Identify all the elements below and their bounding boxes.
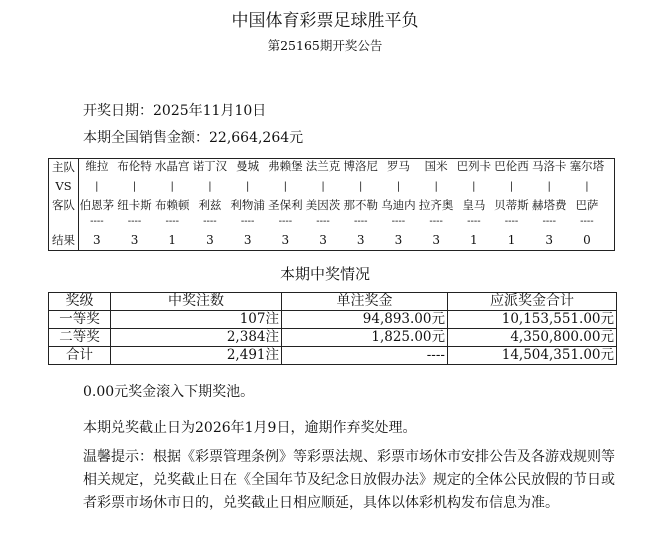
match-header-column bbox=[49, 159, 79, 250]
vs-divider: | bbox=[509, 181, 514, 192]
away-team: 伯恩茅 bbox=[79, 198, 115, 212]
separator-dash: ---- bbox=[429, 216, 443, 227]
vs-divider: | bbox=[283, 181, 288, 192]
match-column bbox=[78, 159, 116, 250]
separator-dash: ---- bbox=[127, 216, 142, 227]
match-results-table bbox=[48, 158, 615, 251]
prize-count: 107注 bbox=[111, 311, 282, 329]
separator-dash: ---- bbox=[580, 216, 594, 227]
prize-total: 14,504,351.00元 bbox=[448, 347, 617, 365]
vs-divider: | bbox=[132, 181, 137, 192]
match-result: 1 bbox=[168, 233, 177, 247]
prize-row-first bbox=[49, 311, 617, 329]
prize-row-second bbox=[49, 329, 617, 347]
match-result: 3 bbox=[243, 233, 252, 247]
away-team: 赫塔费 bbox=[531, 198, 567, 212]
away-team: 纽卡斯 bbox=[117, 198, 152, 212]
header-count: 中奖注数 bbox=[111, 293, 282, 311]
match-column bbox=[267, 159, 305, 250]
away-team: 利兹 bbox=[198, 198, 222, 212]
prize-unit: 1,825.00元 bbox=[282, 329, 448, 347]
rollover-note: 0.00元奖金滚入下期奖池。 bbox=[83, 384, 255, 400]
match-result: 3 bbox=[206, 233, 214, 247]
vs-divider: | bbox=[208, 181, 212, 192]
prize-table bbox=[48, 292, 617, 365]
separator-dash: ---- bbox=[165, 216, 179, 227]
match-column bbox=[568, 159, 606, 250]
vs-divider: | bbox=[359, 181, 363, 192]
match-result: 1 bbox=[507, 233, 516, 247]
match-column bbox=[493, 159, 531, 250]
prize-level: 二等奖 bbox=[49, 329, 111, 347]
away-team: 布赖顿 bbox=[154, 198, 190, 212]
vs-divider: | bbox=[472, 181, 476, 192]
away-team: 圣保利 bbox=[268, 198, 303, 212]
vs-divider: | bbox=[95, 181, 99, 192]
separator-dash: ---- bbox=[240, 216, 255, 227]
away-team: 贝蒂斯 bbox=[494, 198, 529, 212]
match-result: 3 bbox=[93, 233, 101, 247]
away-team: 乌迪内 bbox=[381, 198, 416, 212]
home-team: 诺丁汉 bbox=[192, 159, 228, 173]
match-result: 3 bbox=[130, 233, 139, 247]
prize-level: 合计 bbox=[49, 347, 111, 365]
home-team: 马洛卡 bbox=[531, 159, 567, 173]
match-column bbox=[530, 159, 568, 250]
vs-label: VS bbox=[55, 179, 72, 193]
result-label: 结果 bbox=[52, 233, 75, 247]
separator-dash: ---- bbox=[316, 216, 330, 227]
prize-count: 2,491注 bbox=[111, 347, 282, 365]
home-team: 法兰克 bbox=[305, 159, 341, 173]
home-team: 维拉 bbox=[85, 159, 109, 173]
prize-row-total bbox=[49, 347, 617, 365]
home-team: 罗马 bbox=[386, 159, 410, 173]
match-result: 3 bbox=[281, 233, 290, 247]
separator-dash: ---- bbox=[391, 216, 406, 227]
home-team: 巴伦西 bbox=[494, 159, 529, 173]
away-team: 皇马 bbox=[462, 198, 486, 212]
match-column bbox=[153, 159, 191, 250]
header-unit-prize: 单注奖金 bbox=[282, 293, 448, 311]
separator-dash: ---- bbox=[90, 216, 104, 227]
prize-count: 2,384注 bbox=[111, 329, 282, 347]
match-result: 3 bbox=[356, 233, 365, 247]
reminder-notice: 温馨提示：根据《彩票管理条例》等彩票法规、彩票市场休市安排公告及各游戏规则等相关规定，兑奖截止日在《全国年节及纪念日放假办法》规定的全体公民放假的节日或者彩票市场休市日的，兑奖截止日相应顺延，具体以体彩机构发布信息为准。 bbox=[83, 449, 615, 511]
draw-date: 开奖日期：2025年11月10日 bbox=[83, 103, 267, 119]
separator-dash: ---- bbox=[467, 216, 481, 227]
separator-dash: ---- bbox=[203, 216, 217, 227]
home-team: 弗赖堡 bbox=[268, 159, 303, 173]
prize-unit: 94,893.00元 bbox=[282, 311, 448, 329]
match-result: 0 bbox=[583, 233, 591, 247]
match-result: 3 bbox=[319, 233, 327, 247]
vs-divider: | bbox=[170, 181, 174, 192]
home-team: 国米 bbox=[424, 159, 448, 173]
vs-divider: | bbox=[547, 181, 551, 192]
match-column bbox=[380, 159, 418, 250]
home-team: 水晶宫 bbox=[154, 159, 190, 173]
home-team: 布伦特 bbox=[117, 159, 152, 173]
match-result: 1 bbox=[470, 233, 478, 247]
match-column bbox=[342, 159, 380, 250]
vs-divider: | bbox=[434, 181, 438, 192]
away-team: 拉齐奥 bbox=[418, 198, 454, 212]
vs-divider: | bbox=[396, 181, 401, 192]
prize-total: 4,350,800.00元 bbox=[448, 329, 617, 347]
separator-dash: ---- bbox=[278, 216, 293, 227]
match-column bbox=[417, 159, 455, 250]
prize-unit: ---- bbox=[282, 347, 448, 365]
prize-header-row bbox=[49, 293, 617, 311]
match-result: 3 bbox=[432, 233, 440, 247]
away-team: 利物浦 bbox=[230, 198, 265, 212]
away-team: 巴萨 bbox=[575, 198, 599, 212]
match-result: 3 bbox=[545, 233, 554, 247]
home-team: 博洛尼 bbox=[343, 159, 378, 173]
vs-divider: | bbox=[321, 181, 325, 192]
header-level: 奖级 bbox=[49, 293, 111, 311]
home-team: 巴列卡 bbox=[456, 159, 492, 173]
match-column bbox=[116, 159, 154, 250]
match-column bbox=[229, 159, 267, 250]
vs-divider: | bbox=[585, 181, 589, 192]
away-team: 那不勒 bbox=[343, 198, 378, 212]
page-subtitle: 第25165期开奖公告 bbox=[267, 38, 383, 53]
separator-dash: ---- bbox=[504, 216, 519, 227]
claim-deadline: 本期兑奖截止日为2026年1月9日，逾期作弃奖处理。 bbox=[83, 420, 417, 436]
separator-dash: ---- bbox=[542, 216, 556, 227]
header-total-prize: 应派奖金合计 bbox=[448, 293, 617, 311]
prize-level: 一等奖 bbox=[49, 311, 111, 329]
vs-divider: | bbox=[245, 181, 250, 192]
sales-amount: 本期全国销售金额：22,664,264元 bbox=[83, 130, 304, 146]
match-result: 3 bbox=[394, 233, 403, 247]
match-column bbox=[455, 159, 493, 250]
home-label: 主队 bbox=[52, 160, 75, 174]
match-column bbox=[304, 159, 342, 250]
prize-total: 10,153,551.00元 bbox=[448, 311, 617, 329]
prize-section-title: 本期中奖情况 bbox=[279, 265, 370, 283]
home-team: 塞尔塔 bbox=[569, 159, 605, 173]
match-column bbox=[191, 159, 229, 250]
away-team: 美因茨 bbox=[305, 198, 341, 212]
home-team: 曼城 bbox=[236, 159, 260, 173]
separator-dash: ---- bbox=[353, 216, 368, 227]
page-title: 中国体育彩票足球胜平负 bbox=[231, 11, 419, 31]
away-label: 客队 bbox=[52, 198, 75, 212]
